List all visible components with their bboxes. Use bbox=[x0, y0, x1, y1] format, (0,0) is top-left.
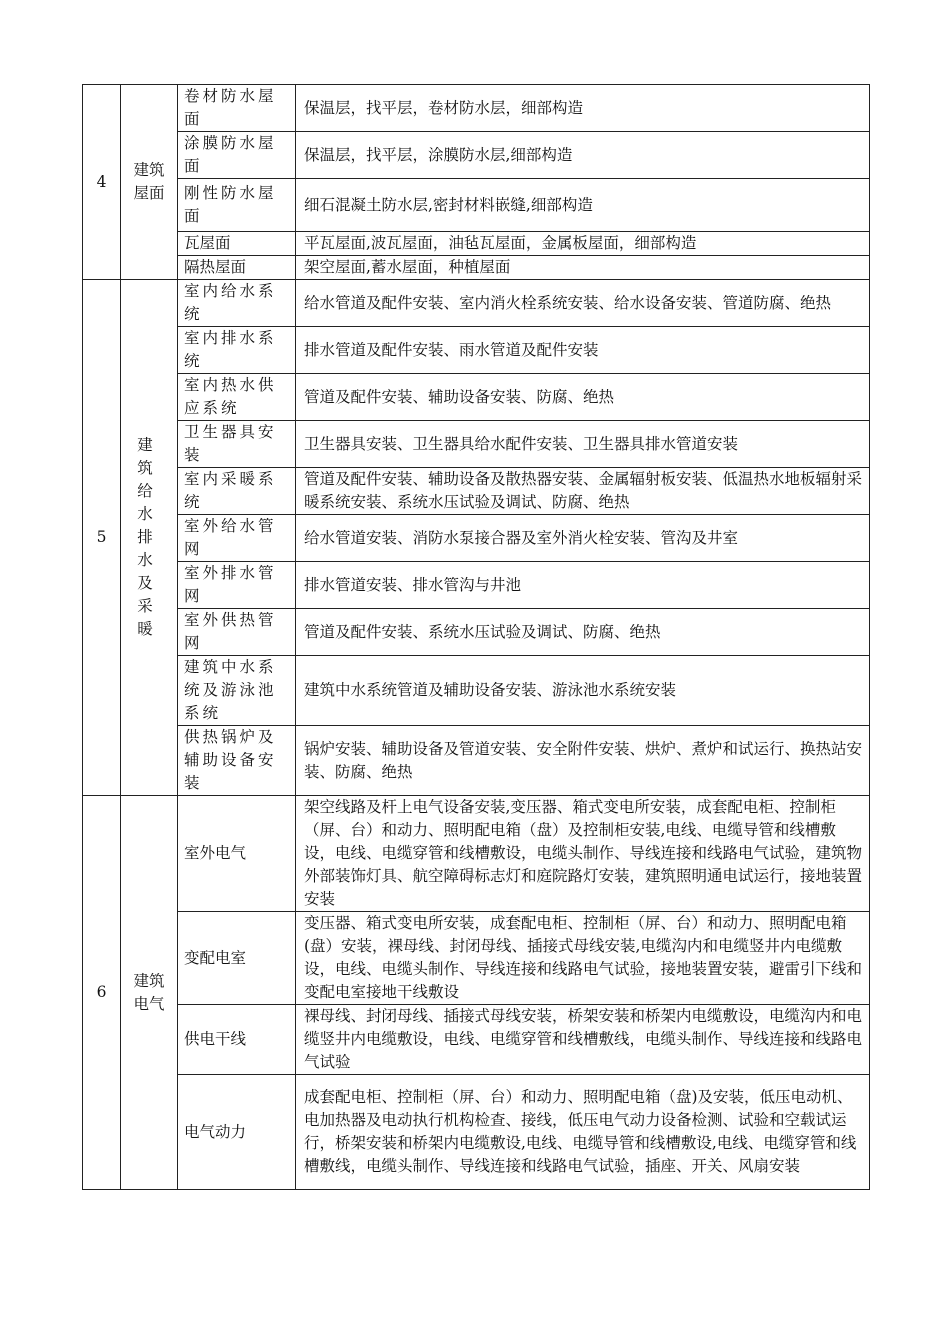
table-row bbox=[83, 609, 870, 656]
subsection-items: 锅炉安装、辅助设备及管道安装、安全附件安装、烘炉、煮炉和试运行、换热站安装、防腐、绝热 bbox=[296, 726, 870, 796]
table-row bbox=[83, 232, 870, 256]
subsection-items: 排水管道安装、排水管沟与井池 bbox=[296, 562, 870, 609]
subsection-items: 管道及配件安装、辅助设备安装、防腐、绝热 bbox=[296, 374, 870, 421]
subsection-name: 建筑中水系统及游泳池系统 bbox=[178, 656, 296, 726]
subsection-items: 架空屋面,蓄水屋面，种植屋面 bbox=[296, 256, 870, 280]
table-row bbox=[83, 912, 870, 1005]
subsection-name: 供热锅炉及辅助设备安装 bbox=[178, 726, 296, 796]
section-number: 5 bbox=[83, 280, 121, 796]
table-row bbox=[83, 468, 870, 515]
subsection-name: 室内热水供应系统 bbox=[178, 374, 296, 421]
section-name: 建筑屋面 bbox=[121, 85, 178, 280]
subsection-name: 室内排水系统 bbox=[178, 327, 296, 374]
subsection-items: 管道及配件安装、系统水压试验及调试、防腐、绝热 bbox=[296, 609, 870, 656]
subsection-name: 隔热屋面 bbox=[178, 256, 296, 280]
table-row bbox=[83, 179, 870, 232]
subsection-items: 排水管道及配件安装、雨水管道及配件安装 bbox=[296, 327, 870, 374]
table-row bbox=[83, 1005, 870, 1075]
table-row bbox=[83, 374, 870, 421]
subsection-items: 建筑中水系统管道及辅助设备安装、游泳池水系统安装 bbox=[296, 656, 870, 726]
subsection-name: 卷材防水屋面 bbox=[178, 85, 296, 132]
section-number: 4 bbox=[83, 85, 121, 280]
table-row bbox=[83, 256, 870, 280]
subsection-items: 细石混凝土防水层,密封材料嵌缝,细部构造 bbox=[296, 179, 870, 232]
subsection-name: 室外排水管网 bbox=[178, 562, 296, 609]
table-row bbox=[83, 1075, 870, 1190]
table-row bbox=[83, 656, 870, 726]
section-number: 6 bbox=[83, 796, 121, 1190]
subsection-name: 瓦屋面 bbox=[178, 232, 296, 256]
subsection-name: 电气动力 bbox=[178, 1075, 296, 1190]
subsection-items: 管道及配件安装、辅助设备及散热器安装、金属辐射板安装、低温热水地板辐射采暖系统安装、系统水压试验及调试、防腐、绝热 bbox=[296, 468, 870, 515]
subsection-items: 变压器、箱式变电所安装，成套配电柜、控制柜（屏、台）和动力、照明配电箱(盘）安装，裸母线、封闭母线、插接式母线安装,电缆沟内和电缆竖井内电缆敷设，电线、电缆头制作、导线连接和线路电气试验，接地装置安装，避雷引下线和变配电室接地干线敷设 bbox=[296, 912, 870, 1005]
section-name: 建筑电气 bbox=[121, 796, 178, 1190]
subsection-items: 保温层，找平层，卷材防水层，细部构造 bbox=[296, 85, 870, 132]
table-row bbox=[83, 562, 870, 609]
subsection-name: 变配电室 bbox=[178, 912, 296, 1005]
subsection-items: 给水管道安装、消防水泵接合器及室外消火栓安装、管沟及井室 bbox=[296, 515, 870, 562]
table-row bbox=[83, 280, 870, 327]
subsection-items: 保温层，找平层，涂膜防水层,细部构造 bbox=[296, 132, 870, 179]
subsection-name: 室外给水管网 bbox=[178, 515, 296, 562]
subsection-items: 成套配电柜、控制柜（屏、台）和动力、照明配电箱（盘)及安装，低压电动机、电加热器及电动执行机构检查、接线，低压电气动力设备检测、试验和空载试运行，桥架安装和桥架内电缆敷设,电线、电缆导管和线槽敷设,电线、电缆穿管和线槽敷线，电缆头制作、导线连接和线路电气试验，插座、开关、风扇安装 bbox=[296, 1075, 870, 1190]
subsection-name: 室外电气 bbox=[178, 796, 296, 912]
table-row bbox=[83, 85, 870, 132]
section-name: 建筑给水排水及采暖 bbox=[121, 280, 178, 796]
subsection-items: 裸母线、封闭母线、插接式母线安装，桥架安装和桥架内电缆敷设，电缆沟内和电缆竖井内电缆敷设，电线、电缆穿管和线槽敷线，电缆头制作、导线连接和线路电气试验 bbox=[296, 1005, 870, 1075]
subsection-name: 刚性防水屋面 bbox=[178, 179, 296, 232]
subsection-items: 平瓦屋面,波瓦屋面，油毡瓦屋面，金属板屋面，细部构造 bbox=[296, 232, 870, 256]
subsection-name: 供电干线 bbox=[178, 1005, 296, 1075]
table-row bbox=[83, 327, 870, 374]
subsection-name: 卫生器具安装 bbox=[178, 421, 296, 468]
table-row bbox=[83, 726, 870, 796]
table-row bbox=[83, 421, 870, 468]
table-row bbox=[83, 796, 870, 912]
subsection-name: 室内采暖系统 bbox=[178, 468, 296, 515]
table-row bbox=[83, 515, 870, 562]
subsection-items: 架空线路及杆上电气设备安装,变压器、箱式变电所安装，成套配电柜、控制柜（屏、台）和动力、照明配电箱（盘）及控制柜安装,电线、电缆导管和线槽敷设，电线、电缆穿管和线槽敷设，电缆头制作、导线连接和线路电气试验，建筑物外部装饰灯具、航空障碍标志灯和庭院路灯安装，建筑照明通电试运行，接地装置安装 bbox=[296, 796, 870, 912]
construction-items-table bbox=[82, 84, 870, 1190]
subsection-items: 卫生器具安装、卫生器具给水配件安装、卫生器具排水管道安装 bbox=[296, 421, 870, 468]
subsection-name: 室内给水系统 bbox=[178, 280, 296, 327]
subsection-name: 涂膜防水屋面 bbox=[178, 132, 296, 179]
subsection-name: 室外供热管网 bbox=[178, 609, 296, 656]
subsection-items: 给水管道及配件安装、室内消火栓系统安装、给水设备安装、管道防腐、绝热 bbox=[296, 280, 870, 327]
table-row bbox=[83, 132, 870, 179]
